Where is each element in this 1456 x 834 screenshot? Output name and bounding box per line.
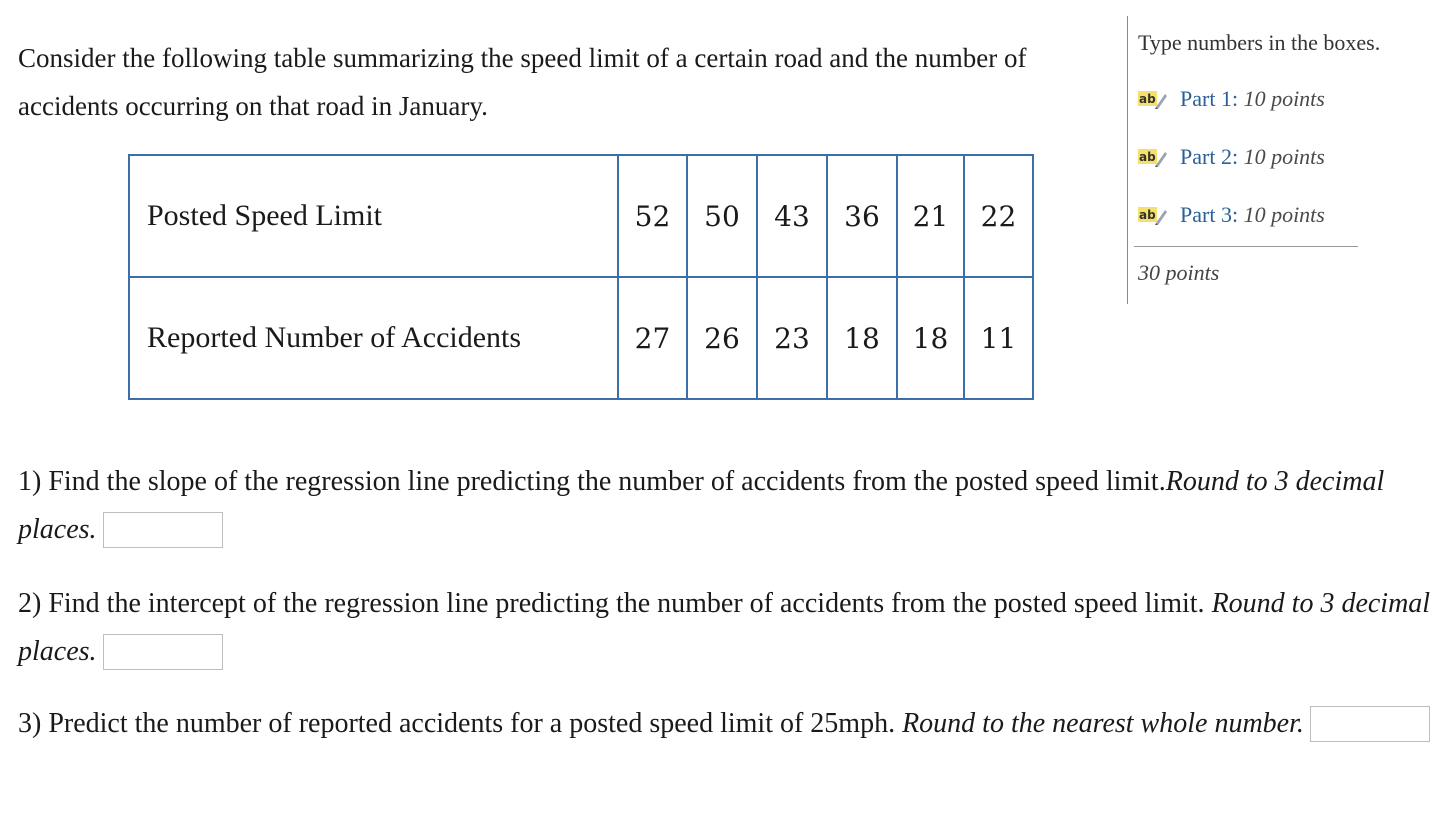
answer-input-2[interactable] xyxy=(103,634,223,670)
part-label: Part 3: xyxy=(1180,202,1239,227)
question-3 xyxy=(18,700,1438,748)
sidebar-hint: Type numbers in the boxes. xyxy=(1138,30,1381,55)
question-1 xyxy=(18,458,1438,554)
sidebar-divider xyxy=(1134,246,1358,247)
answer-input-3[interactable] xyxy=(1310,706,1430,742)
part-2-link[interactable] xyxy=(1138,144,1325,170)
row-header-accidents: Reported Number of Accidents xyxy=(129,277,618,399)
svg-text:ab: ab xyxy=(1139,92,1156,106)
scoring-sidebar xyxy=(1127,16,1438,304)
svg-text:ab: ab xyxy=(1139,208,1156,222)
table-row xyxy=(129,277,1033,399)
part-points: 10 points xyxy=(1243,202,1325,227)
answer-input-1[interactable] xyxy=(103,512,223,548)
ab-pencil-icon xyxy=(1138,204,1168,226)
question-text: 1) Find the slope of the regression line predicting the number of accidents from the posted speed limit. xyxy=(18,466,1166,497)
part-points: 10 points xyxy=(1243,144,1325,169)
ab-pencil-icon xyxy=(1138,88,1168,110)
question-2 xyxy=(18,580,1438,676)
table-cell: 21 xyxy=(897,155,964,277)
problem-intro: Consider the following table summarizing the speed limit of a certain road and the number of accidents occurring on that road in January. xyxy=(18,43,1027,121)
question-text: 3) Predict the number of reported accidents for a posted speed limit of 25mph. xyxy=(18,708,903,739)
table-cell: 26 xyxy=(687,277,757,399)
question-instruction: Round to the nearest whole number. xyxy=(902,708,1304,739)
part-label: Part 2: xyxy=(1180,144,1239,169)
total-points: 30 points xyxy=(1138,260,1220,285)
table-cell: 36 xyxy=(827,155,897,277)
question-text: 2) Find the intercept of the regression line predicting the number of accidents from the posted speed limit. xyxy=(18,588,1212,619)
table-cell: 18 xyxy=(897,277,964,399)
data-table xyxy=(128,154,1034,400)
table-cell: 52 xyxy=(618,155,687,277)
table-cell: 27 xyxy=(618,277,687,399)
part-3-link[interactable] xyxy=(1138,202,1325,228)
table-cell: 22 xyxy=(964,155,1033,277)
table-cell: 43 xyxy=(757,155,827,277)
question-instruction: Round to 3 decimal places. xyxy=(18,588,1431,667)
table-row xyxy=(129,155,1033,277)
row-header-speed-limit: Posted Speed Limit xyxy=(129,155,618,277)
table-cell: 11 xyxy=(964,277,1033,399)
table-cell: 23 xyxy=(757,277,827,399)
ab-pencil-icon xyxy=(1138,146,1168,168)
part-1-link[interactable] xyxy=(1138,86,1325,112)
part-points: 10 points xyxy=(1243,86,1325,111)
question-instruction: Round to 3 decimal places. xyxy=(18,466,1385,545)
svg-text:ab: ab xyxy=(1139,150,1156,164)
table-cell: 18 xyxy=(827,277,897,399)
table-cell: 50 xyxy=(687,155,757,277)
part-label: Part 1: xyxy=(1180,86,1239,111)
